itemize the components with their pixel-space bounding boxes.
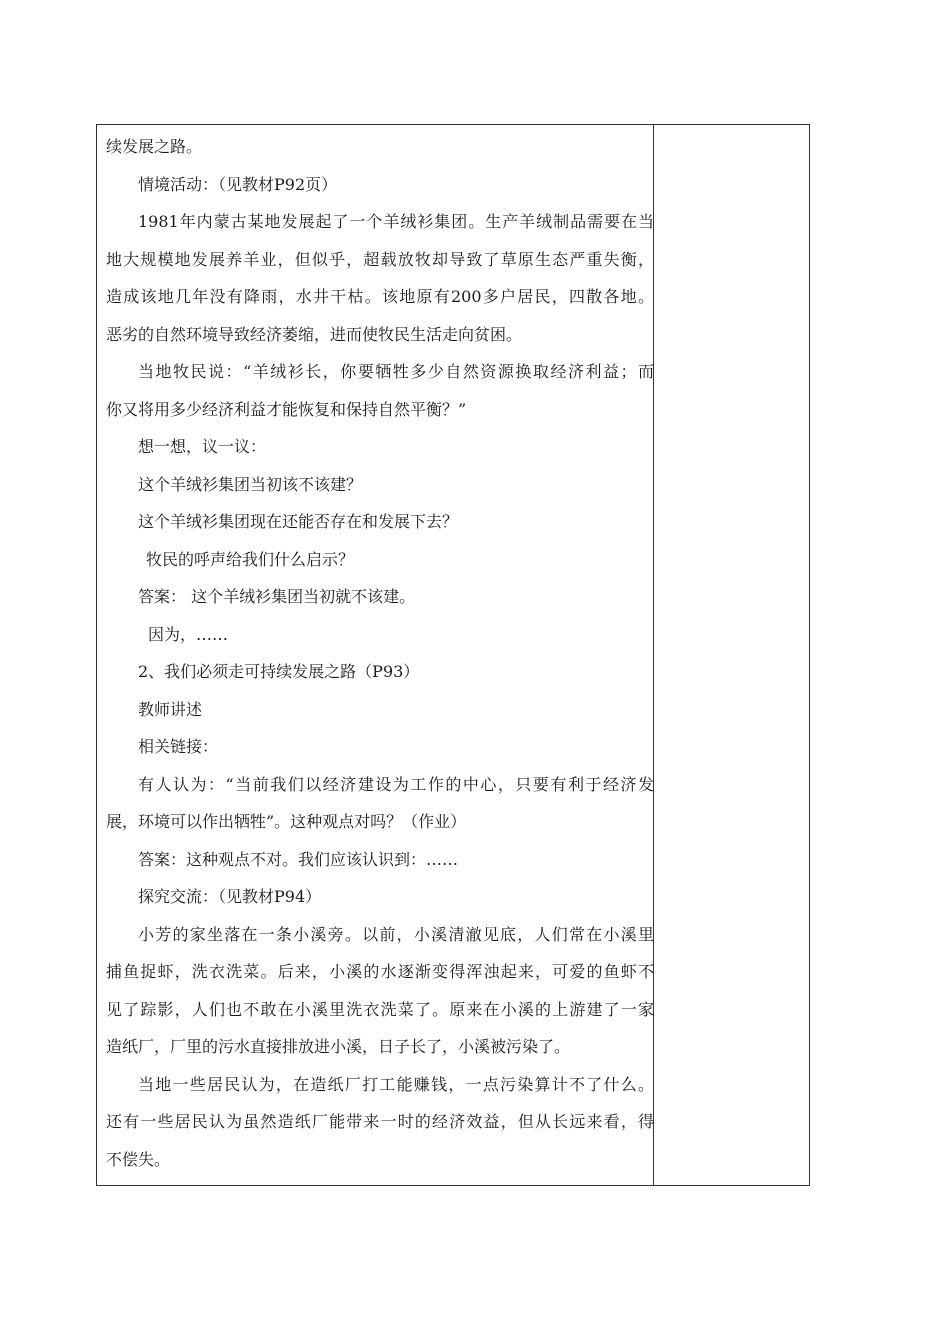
main-content-cell (97, 125, 654, 1185)
question-line: 牧民的呼声给我们什么启示？ (146, 549, 355, 569)
lesson-text (106, 128, 654, 1178)
answer-line: 因为，…… (148, 624, 229, 644)
text-line: 造成该地几年没有降雨，水井干枯。该地原有200多户居民，四散各地。 (106, 287, 654, 306)
text-line: 情境活动：（见教材P92页） (138, 174, 338, 194)
text-line: 1981年内蒙古某地发展起了一个羊绒衫集团。生产羊绒制品需要在当 (138, 212, 654, 231)
section-heading: 2、我们必须走可持续发展之路（P93） (138, 662, 420, 681)
text-line: 想一想，议一议： (138, 437, 267, 456)
document-table (96, 124, 810, 1186)
notes-cell (654, 125, 809, 1185)
text-line: 捕鱼捉虾，洗衣洗菜。后来，小溪的水逐渐变得浑浊起来，可爱的鱼虾不 (106, 962, 654, 981)
text-line: 当地一些居民认为，在造纸厂打工能赚钱，一点污染算计不了什么。 (138, 1074, 654, 1094)
text-line: 展，环境可以作出牺牲”。这种观点对吗？（作业） (106, 812, 467, 831)
text-line: 见了踪影，人们也不敢在小溪里洗衣洗菜了。原来在小溪的上游建了一家 (106, 999, 654, 1019)
question-line: 这个羊绒衫集团当初该不该建？ (138, 474, 363, 494)
text-line: 恶劣的自然环境导致经济萎缩，进而使牧民生活走向贫困。 (106, 324, 523, 344)
text-line: 有人认为：“当前我们以经济建设为工作的中心，只要有利于经济发 (138, 774, 654, 794)
text-line: 相关链接： (138, 737, 219, 756)
answer-line: 答案：这种观点不对。我们应该认识到：…… (138, 849, 459, 869)
text-line: 不偿失。 (106, 1149, 171, 1169)
text-line: 当地牧民说：“羊绒衫长，你要牺牲多少自然资源换取经济利益；而 (138, 362, 654, 381)
answer-line: 答案： 这个羊绒衫集团当初就不该建。 (138, 587, 416, 606)
text-line: 小芳的家坐落在一条小溪旁。以前，小溪清澈见底，人们常在小溪里 (138, 924, 654, 944)
text-line: 还有一些居民认为虽然造纸厂能带来一时的经济效益，但从长远来看，得 (106, 1112, 654, 1131)
text-line: 探究交流：（见教材P94） (138, 887, 322, 906)
text-line: 地大规模地发展养羊业，但似乎，超载放牧却导致了草原生态严重失衡， (106, 249, 654, 269)
text-line: 你又将用多少经济利益才能恢复和保持自然平衡？” (106, 399, 467, 419)
question-line: 这个羊绒衫集团现在还能否存在和发展下去？ (138, 512, 459, 531)
text-line: 教师讲述 (138, 699, 203, 719)
text-line: 续发展之路。 (106, 137, 203, 156)
text-line: 造纸厂，厂里的污水直接排放进小溪，日子长了，小溪被污染了。 (106, 1037, 571, 1056)
